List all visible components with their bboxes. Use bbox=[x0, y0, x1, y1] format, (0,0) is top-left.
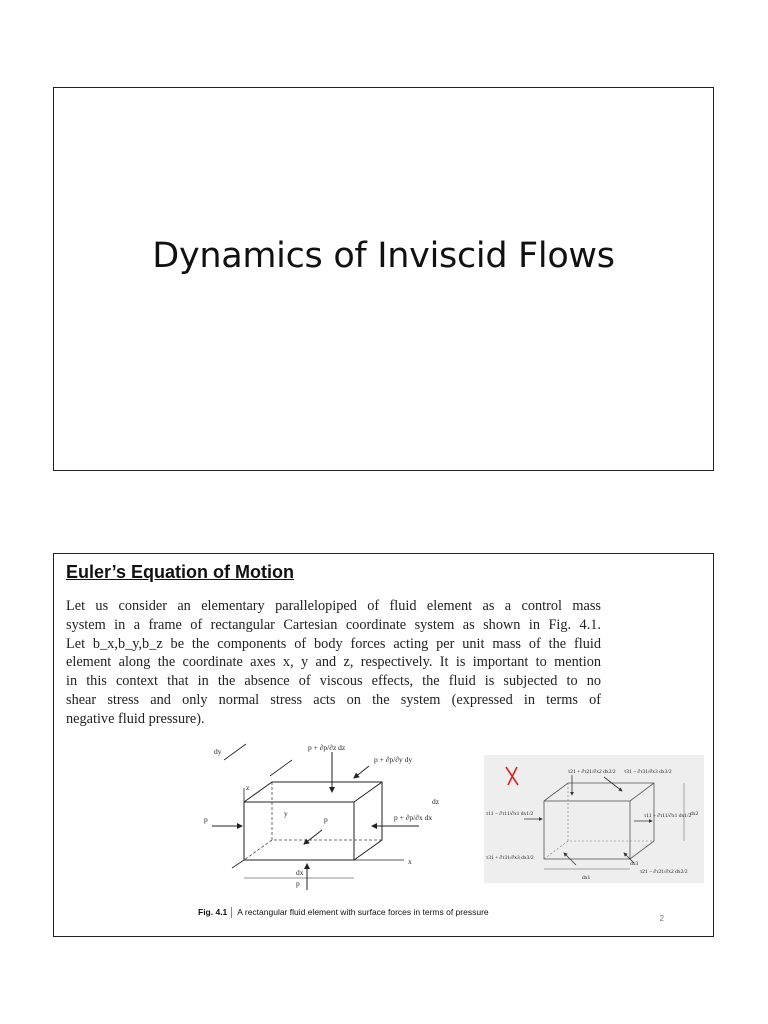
axis-x-label: x bbox=[408, 857, 412, 866]
slide-title: Dynamics of Inviscid Flows bbox=[152, 236, 615, 276]
label-dz: dz bbox=[432, 797, 440, 806]
paragraph-line: shear stress and only normal stress acts on the system (expressed in terms of bbox=[66, 691, 601, 708]
title-slide bbox=[53, 87, 714, 471]
page-number: 2 bbox=[659, 914, 664, 923]
label-bottom: p bbox=[296, 879, 300, 888]
label-dy: dy bbox=[214, 747, 222, 756]
caption-text: A rectangular fluid element with surface forces in terms of pressure bbox=[237, 907, 489, 917]
paragraph-line: Let b_x,b_y,b_z be the components of body forces acting per unit mass of the fluid bbox=[66, 635, 601, 652]
label-dx3: dx3 bbox=[630, 861, 639, 867]
label-top: p + ∂p/∂z dz bbox=[308, 743, 346, 752]
stress-element-diagram bbox=[484, 755, 704, 883]
label-right: p + ∂p/∂x dx bbox=[394, 813, 433, 822]
body-paragraph bbox=[66, 597, 601, 729]
paragraph-line: negative fluid pressure). bbox=[66, 710, 205, 727]
fluid-element-diagram bbox=[204, 740, 454, 890]
label-t31-top: τ31 − ∂τ31/∂x3 dx3/2 bbox=[624, 769, 672, 775]
label-dx2: dx2 bbox=[690, 811, 699, 817]
label-center: p bbox=[324, 815, 328, 824]
paragraph-line: Let us consider an elementary parallelopiped of fluid element as a control mass bbox=[66, 598, 601, 614]
content-slide bbox=[53, 553, 714, 937]
label-dx1: dx1 bbox=[582, 875, 591, 881]
paragraph-line: system in a frame of rectangular Cartesian coordinate system as shown in Fig. 4.1. bbox=[66, 616, 601, 633]
label-dx: dx bbox=[296, 868, 304, 877]
figure-caption bbox=[198, 907, 489, 918]
label-t11-left: τ11 − ∂τ11/∂x1 dx1/2 bbox=[486, 811, 534, 817]
label-right-top: p + ∂p/∂y dy bbox=[374, 755, 413, 764]
axis-y-label: y bbox=[284, 809, 288, 818]
label-t11-right: τ11 + ∂τ11/∂x1 dx1/2 bbox=[644, 813, 692, 819]
paragraph-line: element along the coordinate axes x, y and z, respectively. It is important to mention bbox=[66, 654, 601, 671]
section-heading: Euler’s Equation of Motion bbox=[66, 562, 294, 582]
label-t31-bottom: τ31 + ∂τ31/∂x3 dx3/2 bbox=[486, 855, 534, 861]
label-left: p bbox=[204, 815, 208, 824]
axis-z-label: z bbox=[246, 783, 250, 792]
label-t21-bottom: τ21 − ∂τ21/∂x2 dx2/2 bbox=[640, 869, 688, 875]
stress-element-figure bbox=[484, 755, 704, 883]
caption-label: Fig. 4.1 bbox=[198, 907, 228, 917]
label-t21-top: τ21 + ∂τ21/∂x2 dx2/2 bbox=[568, 769, 616, 775]
paragraph-line: in this context that in the absence of viscous effects, the fluid is subjected to no bbox=[66, 673, 601, 690]
red-cross-mark bbox=[506, 767, 518, 785]
